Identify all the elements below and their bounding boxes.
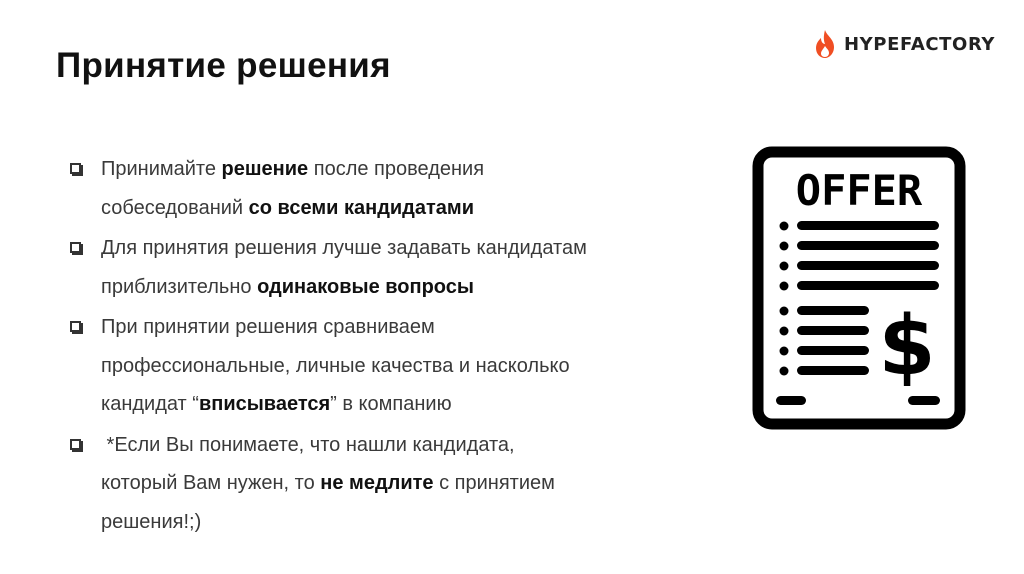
page-title: Принятие решения	[56, 46, 391, 85]
checkbox-bullet-icon	[70, 163, 81, 174]
bullet-text: Принимайте решение после проведения собеседований со всеми кандидатами	[101, 158, 485, 219]
brand-logo	[812, 28, 995, 60]
list-item	[70, 426, 720, 542]
dollar-icon: $	[878, 299, 936, 394]
bullet-list	[70, 150, 720, 543]
bullet-text: При принятии решения сравниваем профессиональные, личные качества и насколько кандидат “вписывается” в компанию	[101, 316, 570, 415]
list-item	[70, 229, 720, 306]
brand-name: HYPEFACTORY	[844, 33, 996, 55]
checkbox-bullet-icon	[70, 242, 81, 253]
bullet-text: *Если Вы понимаете, что нашли кандидата, который Вам нужен, то не медлите с принятием решения!;)	[101, 433, 555, 533]
list-item	[70, 150, 720, 227]
bullet-text: Для принятия решения лучше задавать кандидатам приблизительно одинаковые вопросы	[101, 237, 587, 298]
checkbox-bullet-icon	[70, 439, 81, 450]
offer-document-icon	[752, 146, 966, 430]
list-item	[70, 308, 720, 424]
flame-icon	[812, 28, 838, 60]
offer-label: OFFER	[795, 166, 923, 215]
checkbox-bullet-icon	[70, 321, 81, 332]
